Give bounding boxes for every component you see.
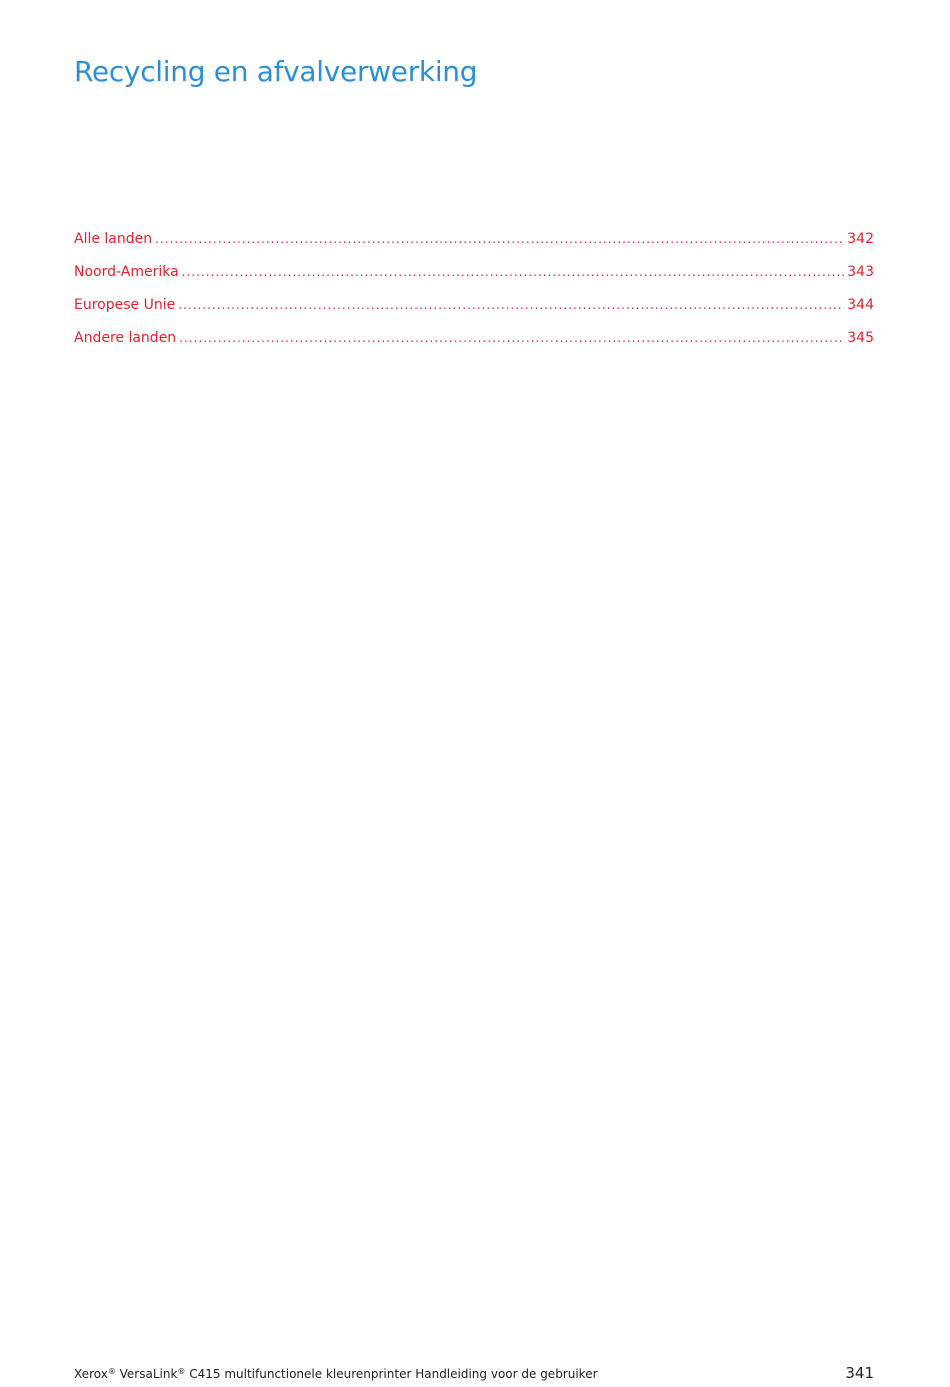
toc-entry-noord-amerika[interactable] (74, 261, 874, 294)
toc-dot-leader (179, 327, 844, 349)
toc-entry-europese-unie[interactable] (74, 294, 874, 327)
page-title: Recycling en afvalverwerking (74, 55, 478, 88)
toc-entry-page[interactable]: 342 (847, 231, 874, 247)
toc-entry-label[interactable]: Europese Unie (74, 297, 176, 313)
table-of-contents (74, 228, 874, 360)
registered-mark: ® (107, 1367, 116, 1376)
footer-product-line (74, 1366, 598, 1382)
toc-entry-page[interactable]: 345 (847, 330, 874, 346)
toc-entry-label[interactable]: Andere landen (74, 330, 177, 346)
toc-entry-label[interactable]: Noord-Amerika (74, 264, 179, 280)
toc-entry-page[interactable]: 344 (847, 297, 874, 313)
footer-product: VersaLink (119, 1367, 178, 1381)
toc-dot-leader (182, 261, 845, 283)
toc-entry-alle-landen[interactable] (74, 228, 874, 261)
toc-dot-leader (178, 294, 844, 316)
registered-mark: ® (177, 1367, 186, 1376)
toc-entry-page[interactable]: 343 (847, 264, 874, 280)
page-number: 341 (845, 1364, 874, 1382)
toc-entry-label[interactable]: Alle landen (74, 231, 153, 247)
toc-dot-leader (155, 228, 844, 250)
footer-brand: Xerox (74, 1367, 108, 1381)
footer-document-title: C415 multifunctionele kleurenprinter Handleiding voor de gebruiker (189, 1367, 598, 1381)
toc-entry-andere-landen[interactable] (74, 327, 874, 360)
